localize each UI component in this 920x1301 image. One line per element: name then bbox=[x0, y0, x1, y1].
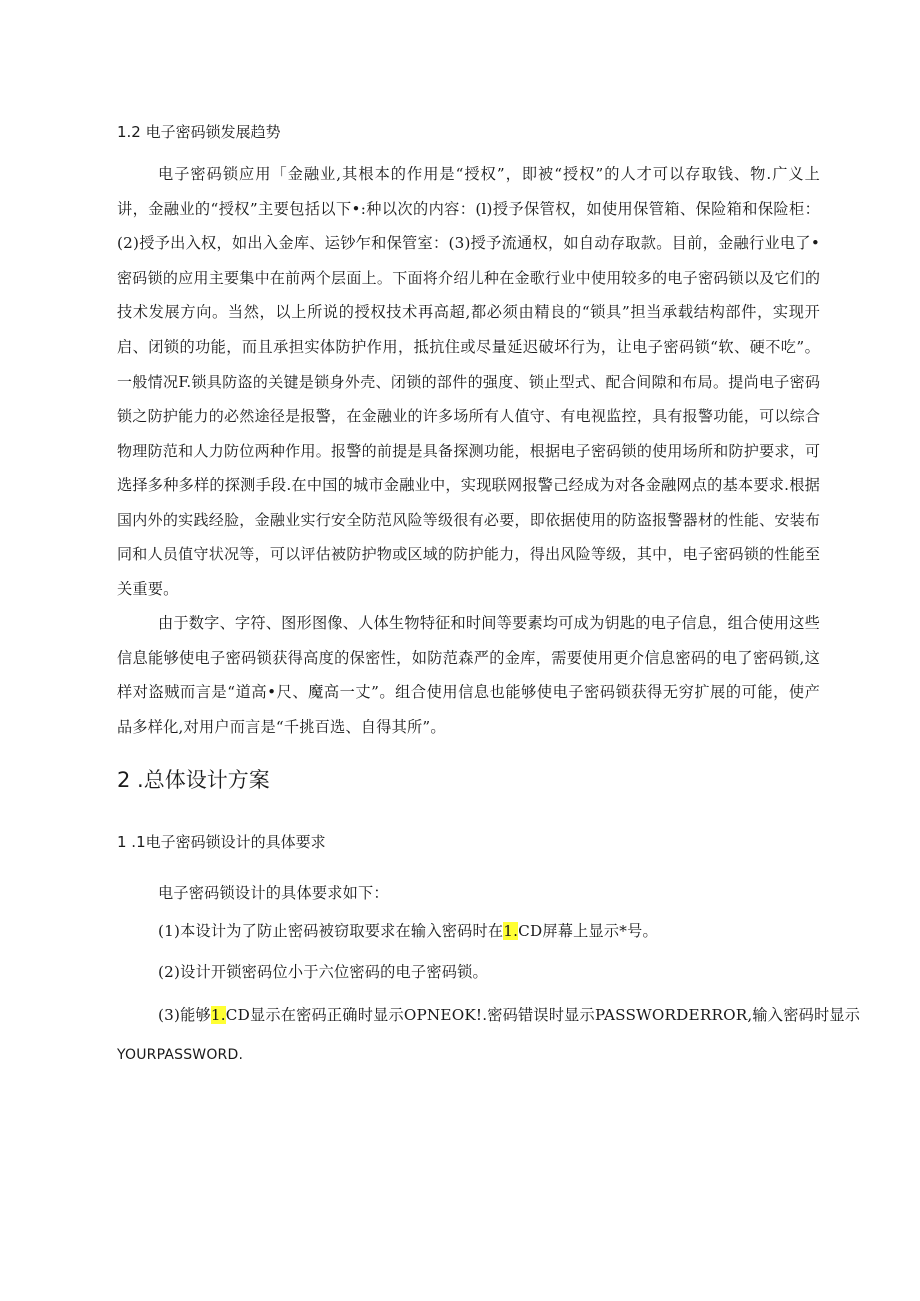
requirement-1 bbox=[158, 921, 658, 941]
requirement-1-text-a: (1)本设计为了防止密码被窃取要求在输入密码时在 bbox=[158, 922, 504, 940]
paragraph-line: 品多样化,对用户而言是“千挑百选、自得其所”。 bbox=[117, 718, 446, 736]
paragraph-line: 技术发展方向。当然，以上所说的授权技术再高超,都必须由精良的“锁具”担当承载结构部件，实现开 bbox=[117, 303, 820, 321]
paragraph-line: 同和人员值守状况等，可以评估被防护物或区域的防护能力，得出风险等级，其中，电子密码锁的性能至 bbox=[117, 545, 820, 563]
requirement-3-text-a: (3)能够 bbox=[158, 1006, 211, 1024]
paragraph-line: 讲，金融业的“授权”主要包括以下•:种以次的内容：(l)授予保管权，如使用保管箱、保险箱和保险柜： bbox=[117, 200, 820, 218]
paragraph-line: 由于数字、字符、图形图像、人体生物特征和时间等要素均可成为钥匙的电子信息，组合使用这些 bbox=[158, 614, 820, 632]
subsection-heading: 1 .1电子密码锁设计的具体要求 bbox=[117, 833, 326, 851]
paragraph-line: 电子密码锁应用「金融业,其根本的作用是“授权”，即被“授权”的人才可以存取钱、物.广义上 bbox=[158, 165, 820, 183]
section-heading-2: 2 .总体设计方案 bbox=[117, 768, 270, 792]
requirement-3-continuation: YOURPASSWORD. bbox=[117, 1047, 244, 1063]
paragraph-line: 选择多种多样的探测手段.在中国的城市金融业中，实现联网报警己经成为对各金融网点的基本要求.根据 bbox=[117, 476, 820, 494]
paragraph-line: (2)授予出入权，如出入金库、运钞乍和保管室：(3)授予流通权，如自动存取款。目前，金融行业电了• bbox=[117, 234, 820, 252]
paragraph-line: 密码锁的应用主要集中在前两个层面上。下面将介绍儿种在金歌行业中使用较多的电子密码锁以及它们的 bbox=[117, 269, 820, 287]
paragraph-line: 关重要。 bbox=[117, 580, 179, 598]
paragraph-line: 启、闭锁的功能，而且承担实体防护作用，抵抗住或尽量延迟破坏行为，让电子密码锁“软、硬不吃”。 bbox=[117, 338, 820, 356]
requirement-3-text-b: CD显示在密码正确时显示OPNEOK!.密码错误时显示PASSWORDERROR,输入密码时显示 bbox=[225, 1006, 861, 1024]
requirements-intro: 电子密码锁设计的具体要求如下： bbox=[158, 884, 389, 902]
requirement-2: (2)设计开锁密码位小于六位密码的电子密码锁。 bbox=[158, 963, 488, 981]
section-heading-1-2: 1.2 电子密码锁发展趋势 bbox=[117, 123, 281, 141]
paragraph-line: 物理防范和人力防位两种作用。报警的前提是具备探测功能，根据电子密码锁的使用场所和防护要求，可 bbox=[117, 442, 820, 460]
requirement-1-text-b: CD屏幕上显示*号。 bbox=[518, 922, 658, 940]
paragraph-line: 一般情况F.锁具防盗的关键是锁身外壳、闭锁的部件的强度、锁止型式、配合间隙和布局。提尚电子密码 bbox=[117, 373, 820, 391]
paragraph-line: 样对盗贼而言是“道高•尺、魔高一丈”。组合使用信息也能够使电子密码锁获得无穷扩展的可能，使产 bbox=[117, 683, 820, 701]
highlight-mark: 1. bbox=[210, 1006, 226, 1024]
paragraph-line: 国内外的实践经脸，金融业实行安全防范风险等级很有必要，即依据使用的防盗报警器材的性能、安装布 bbox=[117, 511, 820, 529]
paragraph-line: 锁之防护能力的必然途径是报警，在金融业的许多场所有人值守、有电视监控，具有报警功能，可以综合 bbox=[117, 407, 820, 425]
requirement-3 bbox=[158, 1005, 860, 1025]
paragraph-line: 信息能够使电子密码锁获得高度的保密性，如防范森严的金库，需要使用更介信息密码的电了密码锁,这 bbox=[117, 649, 820, 667]
highlight-mark: 1. bbox=[503, 922, 519, 940]
